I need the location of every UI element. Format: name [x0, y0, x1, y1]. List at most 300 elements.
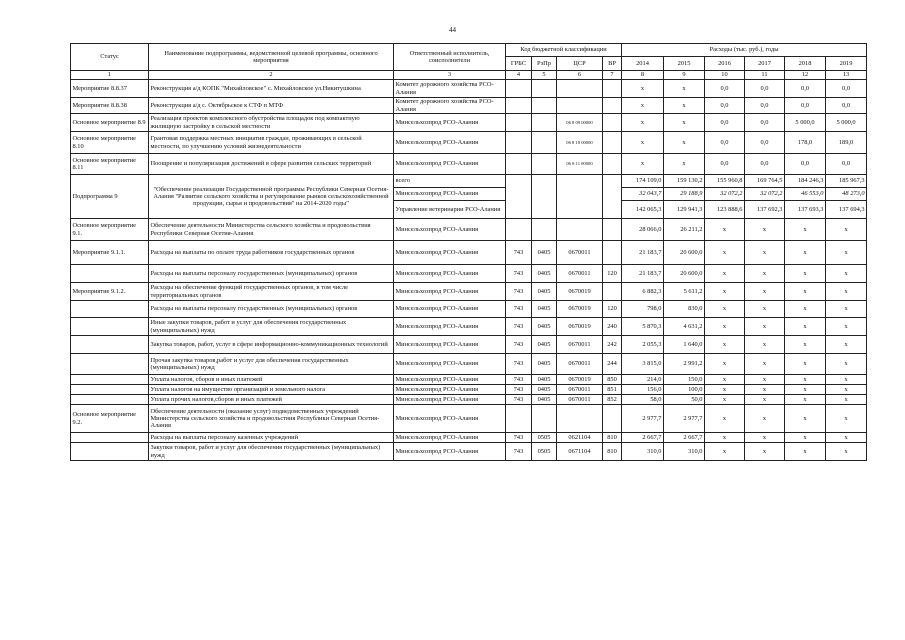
- row-value-2014: 58,0: [622, 395, 664, 405]
- row-value-2019: х: [826, 443, 867, 461]
- subprogram-value: 184 246,3: [785, 175, 826, 188]
- header-status: Статус: [71, 44, 149, 71]
- row-grbs: 743: [506, 283, 532, 301]
- table-row: [71, 385, 867, 395]
- row-value-2016: х: [705, 405, 745, 433]
- header-year: 2015: [664, 57, 705, 71]
- column-number: 8: [622, 71, 664, 80]
- row-status: Основное мероприятие 8.10: [71, 132, 149, 154]
- row-grbs: 743: [506, 318, 532, 336]
- row-value-2019: х: [826, 405, 867, 433]
- row-name: Закупки товаров, работ и услуг для обеспечения государственных (муниципальных) нужд: [149, 443, 394, 461]
- row-name: Закупка товаров, работ, услуг в сфере информационно-коммуникационных технологий: [149, 336, 394, 354]
- row-vr: [603, 283, 622, 301]
- row-value-2018: х: [785, 433, 826, 443]
- row-value-2014: 798,0: [622, 301, 664, 318]
- subprogram-name: "Обеспечение реализации Государственной программы Республики Северная Осетия-Алания "Развитие сельского хозяйства и регулирование рынков сельскохозяйственной продукции, сырья и продовольствия" на 2014-2020 годы": [149, 175, 394, 219]
- row-executor: Минсельхозпрод РСО-Алания: [394, 283, 506, 301]
- row-status: Мероприятие 9.1.1.: [71, 241, 149, 265]
- row-value-2015: 5 611,2: [664, 283, 705, 301]
- header-year: 2019: [826, 57, 867, 71]
- row-value-2016: х: [705, 265, 745, 283]
- row-vr: 120: [603, 265, 622, 283]
- column-number: 11: [745, 71, 785, 80]
- row-value-2017: х: [745, 395, 785, 405]
- table-body: [71, 219, 867, 461]
- row-value-2017: х: [745, 385, 785, 395]
- row-vr: 120: [603, 301, 622, 318]
- row-status: [71, 443, 149, 461]
- header-grbs: ГРБС: [506, 57, 532, 71]
- row-value-2016: 0,0: [705, 114, 745, 132]
- row-vr: [603, 80, 622, 98]
- row-value-2017: 0,0: [745, 154, 785, 175]
- row-vr: 851: [603, 385, 622, 395]
- row-executor: Минсельхозпрод РСО-Алания: [394, 443, 506, 461]
- row-rzpr: 0405: [532, 318, 557, 336]
- row-value-2014: 156,0: [622, 385, 664, 395]
- row-value-2016: х: [705, 301, 745, 318]
- table-row: [71, 283, 867, 301]
- row-status: Мероприятие 8.8.37: [71, 80, 149, 98]
- row-grbs: 743: [506, 265, 532, 283]
- row-vr: 240: [603, 318, 622, 336]
- row-value-2015: 1 640,0: [664, 336, 705, 354]
- row-status: Основное мероприятие 8.11: [71, 154, 149, 175]
- row-csr: 0670011: [557, 395, 603, 405]
- row-csr: [557, 405, 603, 433]
- row-rzpr: 0405: [532, 265, 557, 283]
- row-value-2016: х: [705, 241, 745, 265]
- row-grbs: 743: [506, 336, 532, 354]
- row-value-2019: 0,0: [826, 98, 867, 114]
- row-value-2014: 5 870,3: [622, 318, 664, 336]
- row-grbs: [506, 80, 532, 98]
- row-vr: 242: [603, 336, 622, 354]
- row-value-2019: х: [826, 354, 867, 375]
- row-value-2017: х: [745, 405, 785, 433]
- row-value-2019: х: [826, 375, 867, 385]
- row-value-2018: х: [785, 395, 826, 405]
- row-csr: 06 8 09 00000: [557, 114, 603, 132]
- row-rzpr: [532, 132, 557, 154]
- header-budget-code: Код бюджетной классификации: [506, 44, 622, 57]
- row-value-2019: х: [826, 219, 867, 241]
- subprogram-value: 123 888,6: [705, 201, 745, 219]
- row-value-2018: 0,0: [785, 154, 826, 175]
- row-value-2019: х: [826, 301, 867, 318]
- row-executor: Минсельхозпрод РСО-Алания: [394, 405, 506, 433]
- row-value-2019: 189,0: [826, 132, 867, 154]
- row-name: Уплата налогов, сборов и иных платежей: [149, 375, 394, 385]
- subprogram-value: 185 967,3: [826, 175, 867, 188]
- row-executor: Минсельхозпрод РСО-Алания: [394, 114, 506, 132]
- row-name: Реконструкция а/д КОПК "Михайловское" с. Михайловское ул.Никитушкина: [149, 80, 394, 98]
- row-csr: 0670011: [557, 354, 603, 375]
- row-csr: 0670011: [557, 336, 603, 354]
- table-row: [71, 154, 867, 175]
- row-value-2015: х: [664, 80, 705, 98]
- row-csr: [557, 80, 603, 98]
- row-name: Иные закупки товаров, работ и услуг для обеспечения государственных (муниципальных) нужд: [149, 318, 394, 336]
- subprogram-value: 48 273,0: [826, 188, 867, 201]
- row-value-2019: х: [826, 433, 867, 443]
- row-executor: Минсельхозпрод РСО-Алания: [394, 301, 506, 318]
- row-executor: Минсельхозпрод РСО-Алания: [394, 132, 506, 154]
- row-rzpr: [532, 114, 557, 132]
- row-value-2019: х: [826, 265, 867, 283]
- row-vr: 810: [603, 443, 622, 461]
- row-csr: 0670011: [557, 385, 603, 395]
- row-status: [71, 336, 149, 354]
- row-value-2018: 5 000,0: [785, 114, 826, 132]
- subprogram-value: 32 072,2: [745, 188, 785, 201]
- row-rzpr: 0505: [532, 443, 557, 461]
- header-year: 2017: [745, 57, 785, 71]
- row-csr: 0621104: [557, 433, 603, 443]
- subprogram-value: 32 072,2: [705, 188, 745, 201]
- row-value-2015: х: [664, 132, 705, 154]
- subprogram-value: 159 130,2: [664, 175, 705, 188]
- subprogram-executor: всего: [394, 175, 506, 188]
- table-row: [71, 405, 867, 433]
- row-value-2017: х: [745, 433, 785, 443]
- row-rzpr: 0405: [532, 336, 557, 354]
- row-value-2016: х: [705, 336, 745, 354]
- row-rzpr: [532, 405, 557, 433]
- table-row: [71, 375, 867, 385]
- header-year: 2014: [622, 57, 664, 71]
- row-executor: Минсельхозпрод РСО-Алания: [394, 385, 506, 395]
- row-executor: Минсельхозпрод РСО-Алания: [394, 354, 506, 375]
- program-table: [70, 43, 867, 461]
- subprogram-value: 46 553,0: [785, 188, 826, 201]
- row-value-2014: 21 183,7: [622, 265, 664, 283]
- table-row: [71, 80, 867, 98]
- table-row: [71, 265, 867, 283]
- row-rzpr: 0405: [532, 354, 557, 375]
- row-value-2016: 0,0: [705, 80, 745, 98]
- row-status: [71, 375, 149, 385]
- row-rzpr: 0505: [532, 433, 557, 443]
- row-value-2019: 0,0: [826, 154, 867, 175]
- table-row: [71, 354, 867, 375]
- row-status: [71, 318, 149, 336]
- row-grbs: 743: [506, 301, 532, 318]
- table-row: [71, 114, 867, 132]
- subprogram-vr: [603, 175, 622, 219]
- row-value-2014: 28 066,0: [622, 219, 664, 241]
- subprogram-grbs: [506, 175, 532, 219]
- row-value-2017: х: [745, 219, 785, 241]
- row-value-2014: 3 815,0: [622, 354, 664, 375]
- row-status: [71, 354, 149, 375]
- table-row: [71, 318, 867, 336]
- row-grbs: 743: [506, 443, 532, 461]
- subprogram-value: 174 109,0: [622, 175, 664, 188]
- row-value-2018: 0,0: [785, 80, 826, 98]
- row-value-2017: х: [745, 354, 785, 375]
- row-csr: 0670019: [557, 375, 603, 385]
- row-value-2018: х: [785, 219, 826, 241]
- row-value-2014: х: [622, 132, 664, 154]
- row-status: Основное мероприятие 9.1.: [71, 219, 149, 241]
- subprogram-value: 137 693,3: [785, 201, 826, 219]
- row-rzpr: [532, 80, 557, 98]
- row-value-2018: х: [785, 318, 826, 336]
- row-status: Основное мероприятие 9.2.: [71, 405, 149, 433]
- table-row: [71, 132, 867, 154]
- row-executor: Минсельхозпрод РСО-Алания: [394, 219, 506, 241]
- row-value-2014: 2 977,7: [622, 405, 664, 433]
- row-executor: Минсельхозпрод РСО-Алания: [394, 375, 506, 385]
- row-value-2019: 5 000,0: [826, 114, 867, 132]
- header-executor: Ответственный исполнитель, соисполнители: [394, 44, 506, 71]
- row-value-2016: х: [705, 433, 745, 443]
- column-number: 6: [557, 71, 603, 80]
- row-value-2015: 310,0: [664, 443, 705, 461]
- table-body: [71, 80, 867, 175]
- row-vr: [603, 154, 622, 175]
- row-value-2016: 0,0: [705, 154, 745, 175]
- row-vr: [603, 241, 622, 265]
- column-number: 1: [71, 71, 149, 80]
- row-csr: 0671104: [557, 443, 603, 461]
- row-value-2018: х: [785, 265, 826, 283]
- column-number: 9: [664, 71, 705, 80]
- row-name: Расходы на выплаты персоналу государственных (муниципальных) органов: [149, 301, 394, 318]
- subprogram-status: Подпрограмма 9: [71, 175, 149, 219]
- column-number: 7: [603, 71, 622, 80]
- row-value-2016: х: [705, 283, 745, 301]
- row-value-2018: х: [785, 354, 826, 375]
- row-csr: 0670011: [557, 265, 603, 283]
- header-vr: ВР: [603, 57, 622, 71]
- subprogram-rzpr: [532, 175, 557, 219]
- header-year: 2018: [785, 57, 826, 71]
- row-vr: [603, 219, 622, 241]
- row-name: Расходы на выплаты по оплате труда работников государственных органов: [149, 241, 394, 265]
- row-grbs: 743: [506, 433, 532, 443]
- row-name: Уплата прочих налогов,сборов и иных платежей: [149, 395, 394, 405]
- row-value-2015: 830,0: [664, 301, 705, 318]
- table-row: [71, 395, 867, 405]
- row-value-2018: х: [785, 283, 826, 301]
- row-csr: [557, 98, 603, 114]
- row-executor: Комитет дорожного хозяйства РСО-Алания: [394, 98, 506, 114]
- row-grbs: [506, 114, 532, 132]
- header-name: Наименование подпрограммы, ведомственной целевой программы, основного мероприятия: [149, 44, 394, 71]
- row-value-2019: х: [826, 318, 867, 336]
- row-value-2017: х: [745, 443, 785, 461]
- table-row: [71, 443, 867, 461]
- row-value-2017: х: [745, 241, 785, 265]
- row-value-2015: 2 977,7: [664, 405, 705, 433]
- row-csr: 06 8 10 00000: [557, 132, 603, 154]
- header-year: 2016: [705, 57, 745, 71]
- row-vr: 810: [603, 433, 622, 443]
- row-csr: 0670011: [557, 241, 603, 265]
- row-value-2014: х: [622, 98, 664, 114]
- subprogram-executor: Минсельхозпрод РСО-Алания: [394, 188, 506, 201]
- row-vr: [603, 98, 622, 114]
- column-number: 13: [826, 71, 867, 80]
- row-name: Прочая закупка товаров,работ и услуг для обеспечения государственных (муниципальных) нужд: [149, 354, 394, 375]
- row-value-2016: х: [705, 443, 745, 461]
- row-executor: Комитет дорожного хозяйства РСО-Алания: [394, 80, 506, 98]
- row-grbs: 743: [506, 395, 532, 405]
- row-name: Расходы на обеспечение функций государственных органов, в том числе территориальных органов: [149, 283, 394, 301]
- row-value-2017: х: [745, 283, 785, 301]
- subprogram-value: 169 764,5: [745, 175, 785, 188]
- row-rzpr: 0405: [532, 283, 557, 301]
- row-value-2017: 0,0: [745, 98, 785, 114]
- row-rzpr: 0405: [532, 375, 557, 385]
- row-grbs: 743: [506, 385, 532, 395]
- row-name: Обеспечение деятельности (оказание услуг) подведомственных учреждений Министерства сельского хозяйства и продовольствия Республики Северная Осетия-Алания: [149, 405, 394, 433]
- row-status: [71, 385, 149, 395]
- row-vr: [603, 405, 622, 433]
- row-status: Мероприятие 8.8.38: [71, 98, 149, 114]
- row-grbs: 743: [506, 241, 532, 265]
- row-name: Поощрение и популяризация достижений в сфере развития сельских территорий: [149, 154, 394, 175]
- row-csr: 0670019: [557, 283, 603, 301]
- row-value-2018: х: [785, 443, 826, 461]
- row-name: Грантовая поддержка местных инициатив граждан, проживающих в сельской местности, по улучшению условий жизнедеятельности: [149, 132, 394, 154]
- table-row: [71, 98, 867, 114]
- row-value-2019: 0,0: [826, 80, 867, 98]
- row-rzpr: 0405: [532, 395, 557, 405]
- row-grbs: [506, 98, 532, 114]
- subprogram-block: [71, 175, 867, 219]
- row-vr: [603, 114, 622, 132]
- row-rzpr: [532, 154, 557, 175]
- row-executor: Минсельхозпрод РСО-Алания: [394, 265, 506, 283]
- row-grbs: [506, 405, 532, 433]
- row-value-2018: х: [785, 301, 826, 318]
- row-value-2014: х: [622, 154, 664, 175]
- row-name: Уплата налогов на имущество организаций и земельного налога: [149, 385, 394, 395]
- column-number-row: [71, 71, 867, 80]
- row-value-2014: 2 667,7: [622, 433, 664, 443]
- row-value-2015: 2 667,7: [664, 433, 705, 443]
- row-value-2015: 4 631,2: [664, 318, 705, 336]
- subprogram-value: 137 692,3: [745, 201, 785, 219]
- row-value-2018: х: [785, 405, 826, 433]
- column-number: 12: [785, 71, 826, 80]
- row-grbs: [506, 219, 532, 241]
- subprogram-csr: [557, 175, 603, 219]
- row-executor: Минсельхозпрод РСО-Алания: [394, 433, 506, 443]
- table-row: [71, 241, 867, 265]
- row-grbs: [506, 132, 532, 154]
- header-expenses: Расходы (тыс. руб.), годы: [622, 44, 867, 57]
- row-status: [71, 301, 149, 318]
- row-rzpr: [532, 219, 557, 241]
- row-csr: 0670019: [557, 318, 603, 336]
- row-vr: 244: [603, 354, 622, 375]
- row-value-2015: 20 600,0: [664, 241, 705, 265]
- subprogram-executor: Управление ветеринарии РСО-Алания: [394, 201, 506, 219]
- row-status: [71, 395, 149, 405]
- row-value-2016: х: [705, 219, 745, 241]
- row-value-2017: х: [745, 301, 785, 318]
- row-vr: 852: [603, 395, 622, 405]
- row-executor: Минсельхозпрод РСО-Алания: [394, 241, 506, 265]
- row-value-2016: х: [705, 354, 745, 375]
- row-value-2017: х: [745, 318, 785, 336]
- row-value-2015: х: [664, 98, 705, 114]
- row-value-2017: х: [745, 375, 785, 385]
- row-grbs: 743: [506, 354, 532, 375]
- row-value-2015: 150,0: [664, 375, 705, 385]
- row-value-2016: х: [705, 395, 745, 405]
- row-value-2015: 100,0: [664, 385, 705, 395]
- subprogram-value: 129 941,3: [664, 201, 705, 219]
- table-row: [71, 433, 867, 443]
- row-rzpr: 0405: [532, 301, 557, 318]
- row-value-2016: х: [705, 318, 745, 336]
- subprogram-value: 137 694,3: [826, 201, 867, 219]
- row-executor: Минсельхозпрод РСО-Алания: [394, 154, 506, 175]
- row-value-2014: 21 183,7: [622, 241, 664, 265]
- page-number: 44: [449, 26, 456, 34]
- row-value-2019: х: [826, 283, 867, 301]
- row-vr: 850: [603, 375, 622, 385]
- row-csr: 0670019: [557, 301, 603, 318]
- row-status: Основное мероприятие 8.9: [71, 114, 149, 132]
- header-csr: ЦСР: [557, 57, 603, 71]
- row-value-2016: х: [705, 375, 745, 385]
- row-value-2015: х: [664, 154, 705, 175]
- row-grbs: [506, 154, 532, 175]
- row-value-2014: 214,0: [622, 375, 664, 385]
- row-value-2017: 0,0: [745, 132, 785, 154]
- row-status: Мероприятие 9.1.2.: [71, 283, 149, 301]
- row-value-2014: 6 882,3: [622, 283, 664, 301]
- row-value-2018: 0,0: [785, 98, 826, 114]
- column-number: 5: [532, 71, 557, 80]
- row-name: Реконструкция а/д с. Октябрьское к СТФ п МТФ: [149, 98, 394, 114]
- column-number: 10: [705, 71, 745, 80]
- table-header: [71, 44, 867, 80]
- row-value-2019: х: [826, 241, 867, 265]
- row-value-2014: 310,0: [622, 443, 664, 461]
- row-value-2018: х: [785, 336, 826, 354]
- row-value-2017: х: [745, 336, 785, 354]
- column-number: 3: [394, 71, 506, 80]
- row-name: Расходы на выплаты персоналу государственных (муниципальных) органов: [149, 265, 394, 283]
- row-value-2014: х: [622, 80, 664, 98]
- row-value-2018: х: [785, 241, 826, 265]
- row-rzpr: [532, 98, 557, 114]
- row-value-2019: х: [826, 385, 867, 395]
- row-value-2017: 0,0: [745, 80, 785, 98]
- table-row: [71, 219, 867, 241]
- header-rzpr: РзПр: [532, 57, 557, 71]
- row-value-2016: 0,0: [705, 132, 745, 154]
- row-executor: Минсельхозпрод РСО-Алания: [394, 336, 506, 354]
- row-value-2017: х: [745, 265, 785, 283]
- row-value-2016: х: [705, 385, 745, 395]
- column-number: 4: [506, 71, 532, 80]
- row-executor: Минсельхозпрод РСО-Алания: [394, 395, 506, 405]
- subprogram-value: 142 065,3: [622, 201, 664, 219]
- row-value-2015: 20 600,0: [664, 265, 705, 283]
- row-value-2018: 178,0: [785, 132, 826, 154]
- row-vr: [603, 132, 622, 154]
- row-value-2015: 50,0: [664, 395, 705, 405]
